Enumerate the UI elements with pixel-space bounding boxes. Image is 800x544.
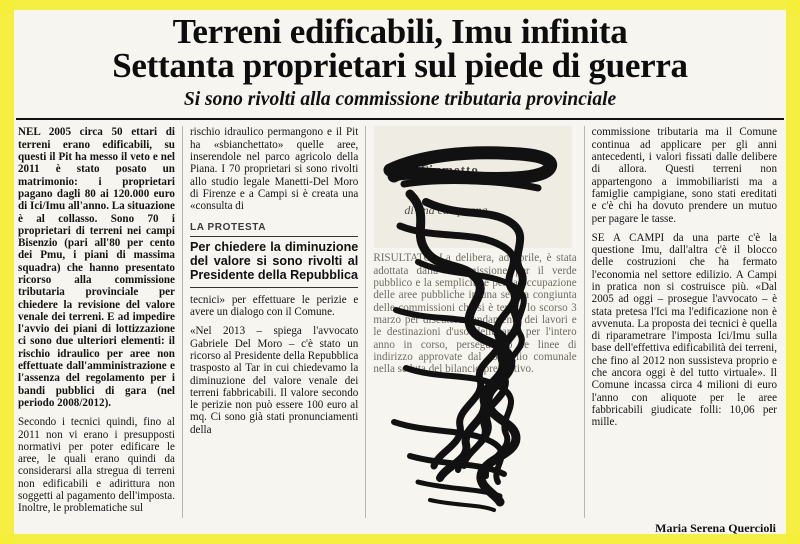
headline-block [14,10,786,111]
column1-paragraph-2: Secondo i tecnici quindi, fino al 2011 non vi erano i presupposti normativi per poter edificare le aree, le quali erano quindi da considerarsi alla stregua di terreni non edificabili e adirittura non soggetti al pagamento dell'imposta. Inoltre, le problematiche sul [18,416,175,515]
highlighter-edge-right [786,0,800,544]
article-column-2 [182,126,365,518]
photo-caption-line-2: di una campagna [404,203,488,218]
highlighter-edge-bottom [0,534,800,544]
column4-paragraph-2: SE A CAMPI da una parte c'è la questione Imu, dall'altra c'è il blocco delle costruzioni che ha fermato l'economia nel settore edilizio. A Campi in pratica non si costruisce più. «Dal 2005 ad oggi – prosegue l'avvocato – è stata pretesa l'Ici ma l'edificazione non è avvenuta. La proposta dei tecnici è quella di riparametrare l'imposta Ici/Imu sulla base dell'effettiva edificabilità dei terreni, che fino al 2012 non sussisteva proprio e che ancora oggi è del tutto virtuale». Il Comune incassa circa 4 milioni di euro l'anno con aliquote per le aree fabbricabili giudicate folli: 10,06 per mille. [591,231,777,429]
pull-quote-title: Per chiedere la diminuzione del valore si sono rivolti al Presidente della Repubblica [190,240,358,288]
column2-paragraph-2: tecnici» per effettuare le perizie e avere un dialogo con il Comune. [189,293,359,319]
column2-paragraph-3: «Nel 2013 – spiega l'avvocato Gabriele Del Moro – c'è stato un ricorso al Presidente della Repubblica trasposto al Tar in cui chiedevamo la diminuzione del valore venale dei terreni fabbricabili. Il valore secondo le perizie non può essere 100 euro al mq. Ci sono già stati pronunciamenti della [189,325,359,436]
paragraph-gap [592,225,777,232]
pull-quote-kicker: LA PROTESTA [190,222,358,237]
headline-primary: Terreni edificabili, Imu infinita [172,12,628,51]
article-photo [374,126,572,248]
paragraph-gap [190,318,358,325]
column4-paragraph-1: commissione tributaria ma il Comune continua ad applicare per gli anni antecedenti, i valori fissati dalle delibere di allora. Questi terreni non appartengono a immobiliaristi ma a famiglie campigiane, sono stati ereditati e c'è chi ha dovuto prendere un mutuo per pagare le tasse. [591,126,777,225]
column2-paragraph-1: rischio idraulico permangono e il Pit ha «sbianchettato» quelle aree, inserendole nel parco agricolo della Piana. I 70 proprietari si sono rivolti allo studio legale Manetti-Del Moro di Firenze e a Campi si è creata una «consulta di [189,126,359,213]
article-page [14,10,786,534]
pull-quote-box [190,222,358,288]
article-column-4 [584,126,784,518]
headline-secondary: Settanta proprietari sul piede di guerra [112,45,688,85]
header-divider [16,118,784,120]
article-column-1 [16,126,182,518]
article-columns [14,126,786,518]
article-column-3 [365,126,583,518]
photo-caption-line-1: Fiumetto [420,162,479,178]
article-byline: Maria Serena Quercioli [655,521,776,534]
paragraph-gap [18,409,175,416]
column1-paragraph-1: NEL 2005 circa 50 ettari di terreni erano edificabili, su questi il Pit ha messo il veto e nel 2011 è stato posato un matrimonio: i proprietari pagano dagli 80 ai 120.000 euro di Ici/Imu all'anno. La situazione è al collasso. Sono 70 i proprietari di terreni nei campi Bisenzio (pari all'80 per cento dei Pmu, i piani di massima squadra) che hanno presentato ricorso alla commissione tributaria provinciale per chiedere la revisione del valore venale dei terreni. E ad impedire l'avvio dei piani di lottizzazione ci sono due ulteriori elementi: il rischio idraulico per aree non effettuate dall'amministrazione e l'assenza del regolamento per i bandi pubblici di gara (nel periodo 2008/2012). [18,126,175,409]
headline-subhead: Si sono rivolti alla commissione tributaria provinciale [183,89,617,111]
column3-paragraph-1: RISULTATO. La delibera, ad aprile, è stata adottata dalla Commissione per il verde pubblico e la semplicità e per la occupazione delle aree pubbliche in una seduta congiunta delle commissioni che si è tenuta lo scorso 3 marzo per discutere l'andamento dei lavori e le destinazioni d'uso delle aree per l'intero anno in corso, perseguendo le linee di indirizzo approvate dal consiglio comunale nella seduta del bilancio preventivo. [373,252,577,376]
